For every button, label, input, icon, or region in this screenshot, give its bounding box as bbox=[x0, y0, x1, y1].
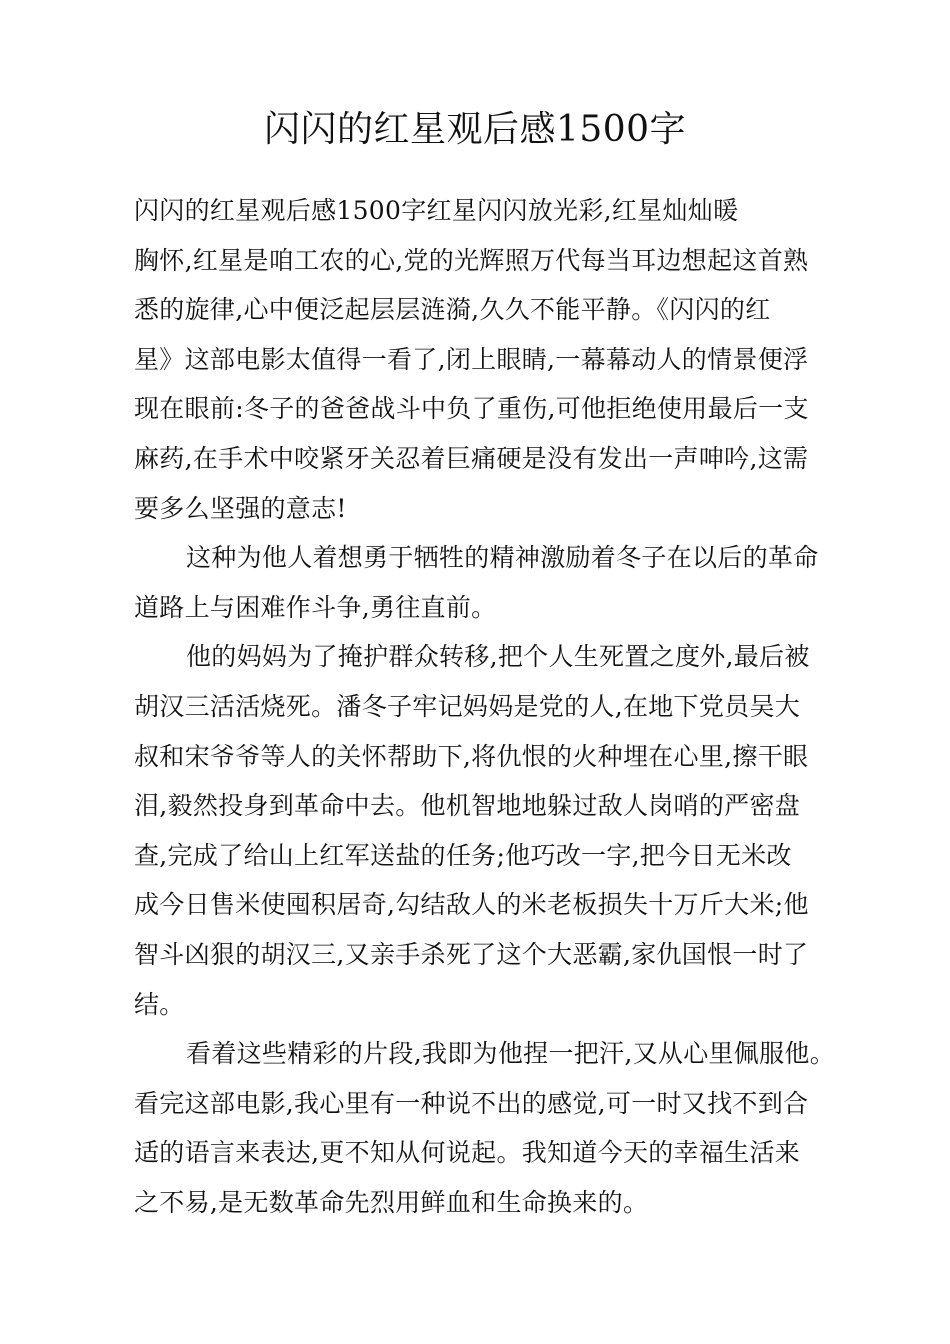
text-line: 泪,毅然投身到革命中去。他机智地地躲过敌人岗哨的严密盘 bbox=[134, 791, 801, 821]
document-body bbox=[134, 186, 850, 1227]
text-line: 闪闪的红星观后感1500字红星闪闪放光彩,红星灿灿暖 bbox=[134, 196, 739, 225]
text-line: 成今日售米使囤积居奇,勾结敌人的米老板损失十万斤大米;他 bbox=[134, 890, 809, 920]
text-line: 适的语言来表达,更不知从何说起。我知道今天的幸福生活来 bbox=[134, 1138, 801, 1168]
text-line: 查,完成了给山上红军送盐的任务;他巧改一字,把今日无米改 bbox=[134, 840, 792, 870]
text-line: 麻药,在手术中咬紧牙关忍着巨痛硬是没有发出一声呻吟,这需 bbox=[134, 443, 809, 473]
document-title: 闪闪的红星观后感1500字 bbox=[263, 109, 687, 150]
text-line: 他的妈妈为了掩护群众转移,把个人生死置之度外,最后被 bbox=[186, 642, 810, 672]
text-line: 要多么坚强的意志! bbox=[134, 493, 347, 523]
text-line: 这种为他人着想勇于牺牲的精神激励着冬子在以后的革命 bbox=[186, 543, 819, 573]
text-line: 结。 bbox=[134, 989, 185, 1019]
text-line: 叔和宋爷爷等人的关怀帮助下,将仇恨的火种埋在心里,擦干眼 bbox=[134, 741, 809, 771]
text-line: 智斗凶狠的胡汉三,又亲手杀死了这个大恶霸,家仇国恨一时了 bbox=[134, 939, 809, 969]
text-line: 悉的旋律,心中便泛起层层涟漪,久久不能平静。《闪闪的红 bbox=[134, 295, 771, 325]
text-line: 胡汉三活活烧死。潘冬子牢记妈妈是党的人,在地下党员吴大 bbox=[134, 691, 801, 721]
text-line: 星》这部电影太值得一看了,闭上眼睛,一幕幕动人的情景便浮 bbox=[134, 344, 809, 374]
text-line: 道路上与困难作斗争,勇往直前。 bbox=[134, 592, 497, 622]
text-line: 看着这些精彩的片段,我即为他捏一把汗,又从心里佩服他。 bbox=[186, 1039, 835, 1069]
text-line: 之不易,是无数革命先烈用鲜血和生命换来的。 bbox=[134, 1187, 649, 1217]
text-line: 看完这部电影,我心里有一种说不出的感觉,可一时又找不到合 bbox=[134, 1088, 809, 1118]
text-line: 胸怀,红星是咱工农的心,党的光辉照万代每当耳边想起这首熟 bbox=[134, 245, 809, 275]
text-line: 现在眼前:冬子的爸爸战斗中负了重伤,可他拒绝使用最后一支 bbox=[134, 394, 809, 424]
